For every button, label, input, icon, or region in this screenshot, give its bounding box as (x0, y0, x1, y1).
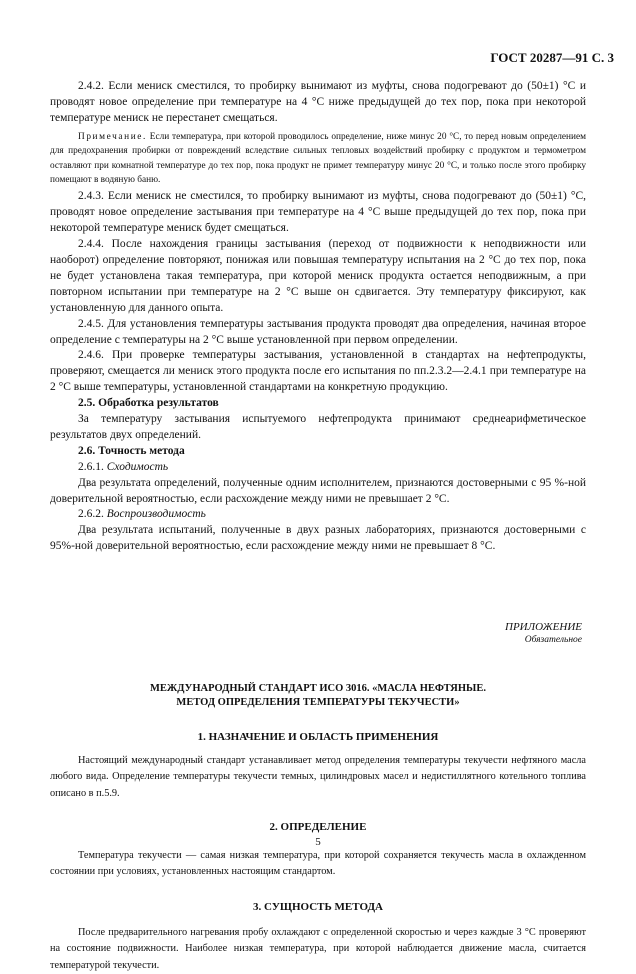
paragraph-2-6-2: Два результата испытаний, полученные в двух разных лабораториях, признаются достоверными с 95%-ной доверительной вероятностью, если расхождение между ними не превышает 8 °С. (50, 524, 586, 553)
appendix-label (50, 621, 586, 647)
heading-2-6: 2.6. Точность метода (78, 444, 185, 457)
section-3-text: После предварительного нагревания пробу охлаждают с определенной скоростью и через каждые 3 °С проверяют на состояние подвижности. Наиболее низкая температура, при которой наблюдается движение масла, считается температурой текучести. (50, 927, 586, 971)
iso-standard-title (50, 682, 586, 710)
page-header: ГОСТ 20287—91 С. 3 (490, 50, 614, 65)
paragraph-2-4-5: 2.4.5. Для установления температуры застывания продукта проводят два определения, начиная второе определение с температуры на 2 °С выше установленной при первом определении. (50, 317, 586, 346)
note-text: Если температура, при которой проводилось определение, ниже минус 20 °С, то перед новым определением для предохранения пробирки от повреждений вследствие сильных тепловых воздействий пробирку с продуктом и термометром оставляют при комнатной температуре до тех пор, пока продукт не примет температуру минус 20 °С, и только после этого пробирку помещают в водяную баню. (50, 131, 586, 185)
note-paragraph (50, 130, 586, 188)
appendix-subtitle: Обязательное (524, 635, 582, 646)
paragraph-2-4-2: 2.4.2. Если мениск сместился, то пробирку вынимают из муфты, снова подогревают до (50±1) °С и проводят новое определение при температуре на 4 °С ниже предыдущей до тех пор, пока при некоторой температуре мениск не перестанет смещаться. (50, 80, 586, 124)
paragraph-2-5: За температуру застывания испытуемого нефтепродукта принимают среднеарифметическое результатов двух определений. (50, 413, 586, 441)
heading-2-6-1 (50, 460, 586, 476)
section-2-text: Температура текучести — самая низкая температура, при которой сохраняется текучесть масла в охлажденном состоянии при условиях, установленных настоящим стандартом. (50, 849, 586, 877)
paragraph-2-4-4: 2.4.4. После нахождения границы застывания (переход от подвижности к неподвижности или наоборот) определение повторяют, понижая или повышая температуру испытания на 2 °С до тех пор, пока не будет установлена такая температура, при которой мениск продукта остается неподвижным, а при повторном испытании при температуре на 2 °С выше он сдвигается. Эту температуру фиксируют, как установленную для данного опыта. (50, 238, 586, 314)
heading-2-6-1-number: 2.6.1. (78, 460, 104, 473)
iso-title-line-2: МЕТОД ОПРЕДЕЛЕНИЯ ТЕМПЕРАТУРЫ ТЕКУЧЕСТИ» (176, 697, 460, 709)
heading-2-5: 2.5. Обработка результатов (78, 397, 219, 410)
page-number: 5 (315, 836, 321, 848)
paragraph-2-4-3: 2.4.3. Если мениск не сместился, то пробирку вынимают из муфты, снова подогревают до (50±1) °С, проводят новое определение застывания при температуре на 4 °С выше предыдущей до тех пор, пока при некоторой температуре мениск будет смещаться. (50, 190, 586, 235)
paragraph-2-6-1: Два результата определений, полученные одним исполнителем, признаются достоверными с 95 %-ной доверительной вероятностью, если расхождение между ними не превышает 2 °С. (50, 476, 586, 505)
paragraph-2-4-6: 2.4.6. При проверке температуры застывания, установленной в стандартах на нефтепродукты, проверяют, смещается ли мениск этого продукта после его испытания по пп.2.3.2—2.4.1 при температуре на 2 °С выше температуры, установленной стандартами на конкретную продукцию. (50, 349, 586, 394)
appendix-title: ПРИЛОЖЕНИЕ (505, 621, 582, 634)
iso-title-line-1: МЕЖДУНАРОДНЫЙ СТАНДАРТ ИСО 3016. «МАСЛА НЕФТЯНЫЕ. (150, 683, 486, 695)
heading-2-6-2-title: Воспроизводимость (106, 508, 206, 521)
section-1-heading: 1. НАЗНАЧЕНИЕ И ОБЛАСТЬ ПРИМЕНЕНИЯ (197, 731, 439, 744)
note-label: Примечание. (78, 131, 147, 142)
heading-2-6-2 (50, 507, 586, 523)
heading-2-6-2-number: 2.6.2. (78, 508, 104, 521)
section-2-heading: 2. ОПРЕДЕЛЕНИЕ (269, 820, 367, 833)
section-1-text: Настоящий международный стандарт устанавливает метод определения температуры текучести нефтяного масла любого вида. Определение температуры текучести темных, цилиндровых масел и недистиллятного котельного топлива описано в п.5.9. (50, 755, 586, 799)
heading-2-6-1-title: Сходимость (106, 460, 169, 473)
section-3-heading: 3. СУЩНОСТЬ МЕТОДА (253, 901, 383, 914)
